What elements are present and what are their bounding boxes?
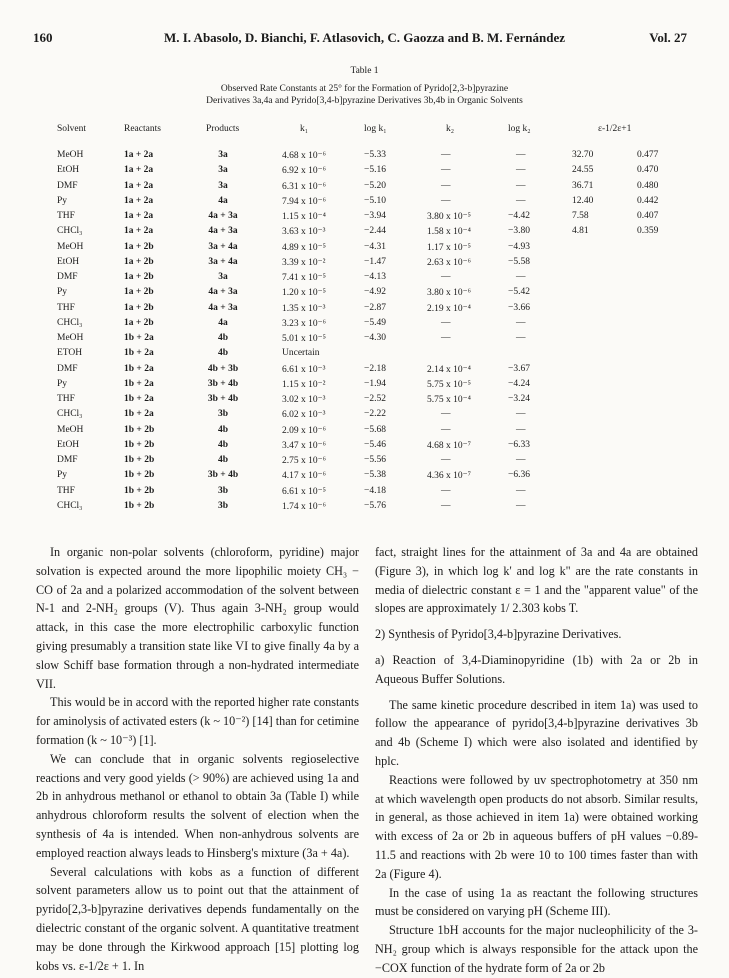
- table-cell: −2.52: [364, 394, 386, 404]
- table-cell: −2.87: [364, 302, 386, 313]
- table-cell: 1.15 x 10⁻²: [282, 379, 326, 390]
- table-cell: DMF: [57, 363, 78, 374]
- table-cell: 1b + 2a: [124, 348, 154, 359]
- table-cell: THF: [57, 394, 75, 404]
- table-header-cell: log k₂: [508, 124, 531, 134]
- paragraph: Structure 1bH accounts for the major nucleophilicity of the 3-NH₂ group which is always responsible for the attack upon the −COX function of the hydrate form of 2a or 2b: [375, 923, 698, 975]
- table-cell: 1b + 2a: [124, 394, 154, 404]
- table-cell: CHCl₃: [57, 409, 83, 420]
- table-cell: 5.75 x 10⁻⁵: [427, 379, 471, 390]
- table-cell: CHCl₃: [57, 500, 83, 511]
- table-cell: 3b: [217, 485, 229, 496]
- table-cell: −4.30: [364, 333, 386, 343]
- table-cell: 5.01 x 10⁻⁵: [282, 334, 326, 344]
- table-cell: 1a + 2a: [124, 165, 154, 176]
- table-cell: −4.24: [508, 378, 530, 389]
- table-cell: −4.42: [508, 211, 530, 221]
- table-cell: 1b + 2b: [124, 485, 155, 496]
- table-cell: −5.56: [364, 455, 386, 465]
- table-cell: −3.67: [508, 363, 530, 374]
- table-caption-line-2: Derivatives 3a,4a and Pyrido[3,4-b]pyrazine Derivatives 3b,4b in Organic Solvents: [206, 96, 523, 106]
- table-cell: —: [516, 165, 526, 176]
- table-cell: DMF: [57, 272, 78, 282]
- table-cell: 5.75 x 10⁻⁴: [427, 395, 471, 405]
- table-cell: 2.09 x 10⁻⁶: [282, 425, 326, 436]
- table-cell: 1.74 x 10⁻⁶: [282, 501, 326, 512]
- table-cell: 4.68 x 10⁻⁶: [282, 151, 326, 161]
- table-cell: —: [441, 485, 451, 496]
- table-header-cell: log k₁: [364, 124, 387, 134]
- table-cell: 4a + 3a: [208, 226, 238, 237]
- table-cell: 4b: [217, 333, 229, 343]
- table-cell: —: [441, 180, 451, 191]
- table-cell: Py: [57, 287, 68, 298]
- table-cell: —: [516, 409, 526, 420]
- right-text-column: [375, 543, 698, 978]
- table-cell: 3.80 x 10⁻⁶: [427, 288, 471, 299]
- table-cell: 1.17 x 10⁻⁵: [427, 242, 471, 253]
- table-cell: 1b + 2a: [124, 378, 154, 389]
- table-cell: 36.71: [572, 180, 594, 191]
- table-cell: 3a: [218, 150, 228, 160]
- volume-label: Vol. 27: [649, 30, 687, 45]
- page-number: 160: [33, 30, 53, 45]
- table-cell: 4.68 x 10⁻⁷: [427, 440, 471, 451]
- table-cell: THF: [57, 485, 75, 496]
- table-cell: 1b + 2a: [124, 409, 154, 420]
- table-cell: 4a: [218, 317, 228, 328]
- table-header-cell: Solvent: [57, 124, 87, 134]
- table-cell: ETOH: [57, 348, 83, 359]
- table-cell: −6.33: [508, 439, 530, 450]
- table-cell: 3.39 x 10⁻²: [282, 257, 326, 268]
- table-cell: —: [441, 455, 451, 465]
- table-cell: 3a: [218, 165, 228, 176]
- table-cell: 7.58: [572, 211, 589, 221]
- table-cell: −5.20: [364, 180, 386, 191]
- table-cell: 3.63 x 10⁻³: [282, 227, 326, 238]
- table-cell: 3.02 x 10⁻³: [282, 395, 326, 405]
- table-cell: 3b: [217, 500, 229, 511]
- table-cell: −5.68: [364, 424, 386, 435]
- table-cell: 3a + 4a: [208, 241, 238, 252]
- paragraph: In organic non-polar solvents (chloroform, pyridine) major solvation is expected around the more lipophilic moiety CH₃ − CO of 2a and a polarized accommodation of the solvent between N-1 and 2-NH₂ groups (V). Thus again 3-NH₂ group would attack, in this case the more electrophilic carboxylic function giving presumably a transition state like VI to give finally 4a by a slow Schiff base formation through a non-hydrated intermediate VII.: [36, 545, 359, 691]
- table-cell: −5.76: [364, 500, 386, 511]
- table-cell: THF: [57, 211, 75, 221]
- table-cell: 1.15 x 10⁻⁴: [282, 212, 326, 222]
- table-cell: 1a + 2a: [124, 211, 154, 221]
- table-cell: 1.35 x 10⁻³: [282, 303, 326, 314]
- table-cell: 1b + 2b: [124, 470, 155, 481]
- table-cell: −6.36: [508, 470, 530, 481]
- table-cell: 1b + 2a: [124, 333, 154, 343]
- table-cell: 1a + 2a: [124, 195, 154, 206]
- table-cell: 6.02 x 10⁻³: [282, 410, 326, 421]
- paragraph: The same kinetic procedure described in item 1a) was used to follow the appearance of pyrido[3,4-b]pyrazine derivatives 3b and 4b (Scheme I) which were also isolated and identified by hplc.: [375, 697, 698, 768]
- table-cell: −5.58: [508, 256, 530, 267]
- table-cell: EtOH: [57, 439, 80, 450]
- table-cell: 1.20 x 10⁻⁵: [282, 288, 326, 299]
- table-cell: MeOH: [57, 333, 84, 343]
- table-cell: −5.42: [508, 287, 530, 298]
- table-cell: 4b: [217, 455, 229, 465]
- table-cell: 3a: [218, 272, 228, 282]
- table-cell: 2.19 x 10⁻⁴: [427, 303, 471, 314]
- table-cell: 4a + 3a: [208, 211, 238, 221]
- table-cell: −4.18: [364, 485, 386, 496]
- table-cell: Py: [57, 378, 68, 389]
- table-cell: EtOH: [57, 165, 80, 176]
- table-cell: 1a + 2b: [124, 287, 154, 298]
- table-cell: 1b + 2b: [124, 424, 155, 435]
- table-cell: 4b: [217, 439, 229, 450]
- table-cell: 6.31 x 10⁻⁶: [282, 181, 326, 192]
- table-cell: 6.61 x 10⁻⁵: [282, 486, 326, 497]
- table-cell: −5.38: [364, 470, 386, 481]
- table-header-cell: Reactants: [124, 124, 161, 134]
- table-cell: 2.14 x 10⁻⁴: [427, 364, 471, 375]
- table-cell: DMF: [57, 455, 78, 465]
- table-header-cell: k₁: [300, 124, 309, 134]
- table-cell: 4.17 x 10⁻⁶: [282, 471, 326, 482]
- table-header-cell: ε-1/2ε+1: [598, 124, 632, 134]
- table-cell: 4.81: [572, 226, 589, 237]
- table-cell: 3b + 4b: [207, 378, 239, 389]
- table-cell: 0.480: [637, 180, 659, 191]
- table-header-cell: k₂: [446, 124, 455, 134]
- table-cell: −2.44: [364, 226, 386, 237]
- table-cell: —: [441, 409, 451, 420]
- table-cell: —: [516, 180, 526, 191]
- table-cell: 0.470: [637, 165, 659, 176]
- table-cell: 24.55: [572, 165, 594, 176]
- table-cell: DMF: [57, 180, 78, 191]
- table-cell: 4a + 3a: [208, 287, 238, 298]
- table-cell: 3.23 x 10⁻⁶: [282, 318, 326, 329]
- paragraph: We can conclude that in organic solvents regioselective reactions and very good yields (> 90%) are achieved using 1a and 2b in anhydrous methanol or ethanol to obtain 3a (Table I) while anhydrous chloroform results the solvent of election when the synthesis of 4a is intended. When non-anhydrous solvents are employed reaction always leads to Hinsberg's mixture (3a + 4a).: [36, 751, 359, 860]
- table-cell: 1a + 2b: [124, 302, 154, 313]
- table-cell: THF: [57, 302, 75, 313]
- table-cell: −4.13: [364, 272, 386, 282]
- table-cell: 1a + 2b: [124, 272, 154, 282]
- table-cell: 1a + 2b: [124, 317, 154, 328]
- table-cell: −3.66: [508, 302, 530, 313]
- table-cell: −4.93: [508, 241, 530, 252]
- table-cell: 3b: [217, 409, 229, 420]
- table-cell: —: [441, 500, 451, 511]
- table-cell: Py: [57, 195, 68, 206]
- table-cell: MeOH: [57, 150, 84, 160]
- table-caption-line-1: Observed Rate Constants at 25° for the Formation of Pyrido[2,3-b]pyrazine: [220, 84, 509, 94]
- table-cell: 7.41 x 10⁻⁵: [282, 273, 326, 283]
- table-cell: 2.75 x 10⁻⁶: [282, 456, 326, 466]
- paragraph: This would be in accord with the reported higher rate constants for aminolysis of activated esters (k ~ 10⁻²) [14] than for cetimine formation (k ~ 10⁻³) [1].: [36, 695, 359, 747]
- table-cell: 3b + 4b: [207, 470, 239, 481]
- table-cell: 1a + 2b: [124, 241, 154, 252]
- table-cell: −4.31: [364, 241, 386, 252]
- table-cell: 0.407: [637, 211, 659, 221]
- table-cell: −3.80: [508, 226, 530, 237]
- table-cell: —: [441, 333, 451, 343]
- table-cell: 12.40: [572, 195, 594, 206]
- table-cell: —: [441, 272, 451, 282]
- table-cell: −4.92: [364, 287, 386, 298]
- table-cell: —: [516, 455, 526, 465]
- table-cell: 1a + 2a: [124, 226, 154, 237]
- paragraph: In the case of using 1a as reactant the following structures must be considered on varying pH (Scheme III).: [375, 885, 698, 919]
- table-cell: Py: [57, 470, 68, 481]
- table-cell: —: [441, 165, 451, 176]
- table-cell: 1a + 2a: [124, 180, 154, 191]
- table-cell: —: [516, 485, 526, 496]
- table-cell: −1.47: [364, 256, 386, 267]
- subsection-heading: a) Reaction of 3,4-Diaminopyridine (1b) with 2a or 2b in Aqueous Buffer Solutions.: [375, 652, 698, 686]
- table-cell: —: [516, 333, 526, 343]
- table-cell: 1a + 2b: [124, 256, 154, 267]
- table-cell: MeOH: [57, 241, 84, 252]
- table-cell: MeOH: [57, 424, 84, 435]
- table-cell: 7.94 x 10⁻⁶: [282, 196, 326, 207]
- table-cell: 1b + 2b: [124, 439, 155, 450]
- table-cell: —: [516, 195, 526, 206]
- table-label: Table 1: [350, 66, 379, 76]
- section-heading: 2) Synthesis of Pyrido[3,4-b]pyrazine Derivatives.: [375, 627, 622, 642]
- paragraph: fact, straight lines for the attainment of 3a and 4a are obtained (Figure 3), in which log k' and log k" are the rate constants in media of dielectric constant ε = 1 and the "apparent value" of the slopes are approximately 1/ 2.303 kobs T.: [375, 545, 698, 616]
- table-cell: 4a + 3a: [208, 302, 238, 313]
- table-cell: 3.47 x 10⁻⁶: [282, 440, 326, 451]
- table-cell: CHCl₃: [57, 226, 83, 237]
- table-cell: —: [516, 500, 526, 511]
- table-cell: −3.94: [364, 211, 386, 221]
- table-cell: −2.18: [364, 363, 386, 374]
- table-cell: —: [516, 317, 526, 328]
- table-cell: −5.33: [364, 150, 386, 160]
- table-cell: 3b + 4b: [207, 394, 239, 404]
- table-cell: 4b: [217, 348, 229, 359]
- table-cell: —: [441, 424, 451, 435]
- table-cell: −1.94: [364, 378, 386, 389]
- table-cell: 6.92 x 10⁻⁶: [282, 166, 326, 177]
- table-cell: 32.70: [572, 150, 594, 160]
- table-cell: 1a + 2a: [124, 150, 154, 160]
- table-cell: 4a: [218, 195, 228, 206]
- table-cell: −5.49: [364, 317, 386, 328]
- table-cell: —: [441, 150, 451, 160]
- table-cell: 1b + 2b: [124, 500, 155, 511]
- table-cell: —: [441, 195, 451, 206]
- table-cell: —: [516, 150, 526, 160]
- table-cell: −5.10: [364, 195, 386, 206]
- table-cell: 0.359: [637, 226, 659, 237]
- table-cell: 3.80 x 10⁻⁵: [427, 212, 471, 222]
- table-cell: 4.89 x 10⁻⁵: [282, 242, 326, 253]
- paragraph: Reactions were followed by uv spectrophotometry at 350 nm at which wavelength open products do not absorb. Similar results, in general, as those achieved in item 1a) were obtained working with excess of 2a or 2b in aqueous buffers of pH values −0.89-11.5 and reactions with 2b were 10 to 100 times faster than with 2a (Figure 4).: [375, 772, 698, 881]
- table-cell: 1b + 2a: [124, 363, 154, 374]
- table-cell: −2.22: [364, 409, 386, 420]
- table-cell: −5.46: [364, 439, 386, 450]
- table-cell: 4b: [217, 424, 229, 435]
- table-cell: CHCl₃: [57, 317, 83, 328]
- table-cell: 1b + 2b: [124, 455, 155, 465]
- table-cell: —: [441, 317, 451, 328]
- running-header-authors: M. I. Abasolo, D. Bianchi, F. Atlasovich, C. Gaozza and B. M. Fernández: [163, 30, 566, 45]
- table-cell: 4b + 3b: [207, 363, 239, 374]
- paragraph: Several calculations with kobs as a function of different solvent parameters allow us to point out that the attainment of pyrido[2,3-b]pyrazine derivatives depends fundamentally on the dielectric constant of the organic solvent. A quantitative treatment may be done through the Kirkwood approach [15] plotting log kobs vs. ε-1/2ε + 1. In: [36, 864, 359, 973]
- table-cell: 6.61 x 10⁻³: [282, 364, 326, 375]
- table-cell: 2.63 x 10⁻⁶: [427, 257, 471, 268]
- table-cell: —: [516, 272, 526, 282]
- table-header-cell: Products: [206, 124, 240, 134]
- table-cell: 3a + 4a: [208, 256, 238, 267]
- table-cell: 4.36 x 10⁻⁷: [427, 471, 471, 482]
- table-cell: 0.442: [637, 195, 659, 206]
- left-text-column: [36, 543, 359, 975]
- table-cell: 0.477: [637, 150, 659, 160]
- table-cell: Uncertain: [282, 348, 320, 359]
- table-cell: −3.24: [508, 394, 530, 404]
- table-cell: 3a: [218, 180, 228, 191]
- table-cell: 1.58 x 10⁻⁴: [427, 227, 471, 238]
- table-cell: —: [516, 424, 526, 435]
- table-cell: −5.16: [364, 165, 386, 176]
- table-cell: EtOH: [57, 256, 80, 267]
